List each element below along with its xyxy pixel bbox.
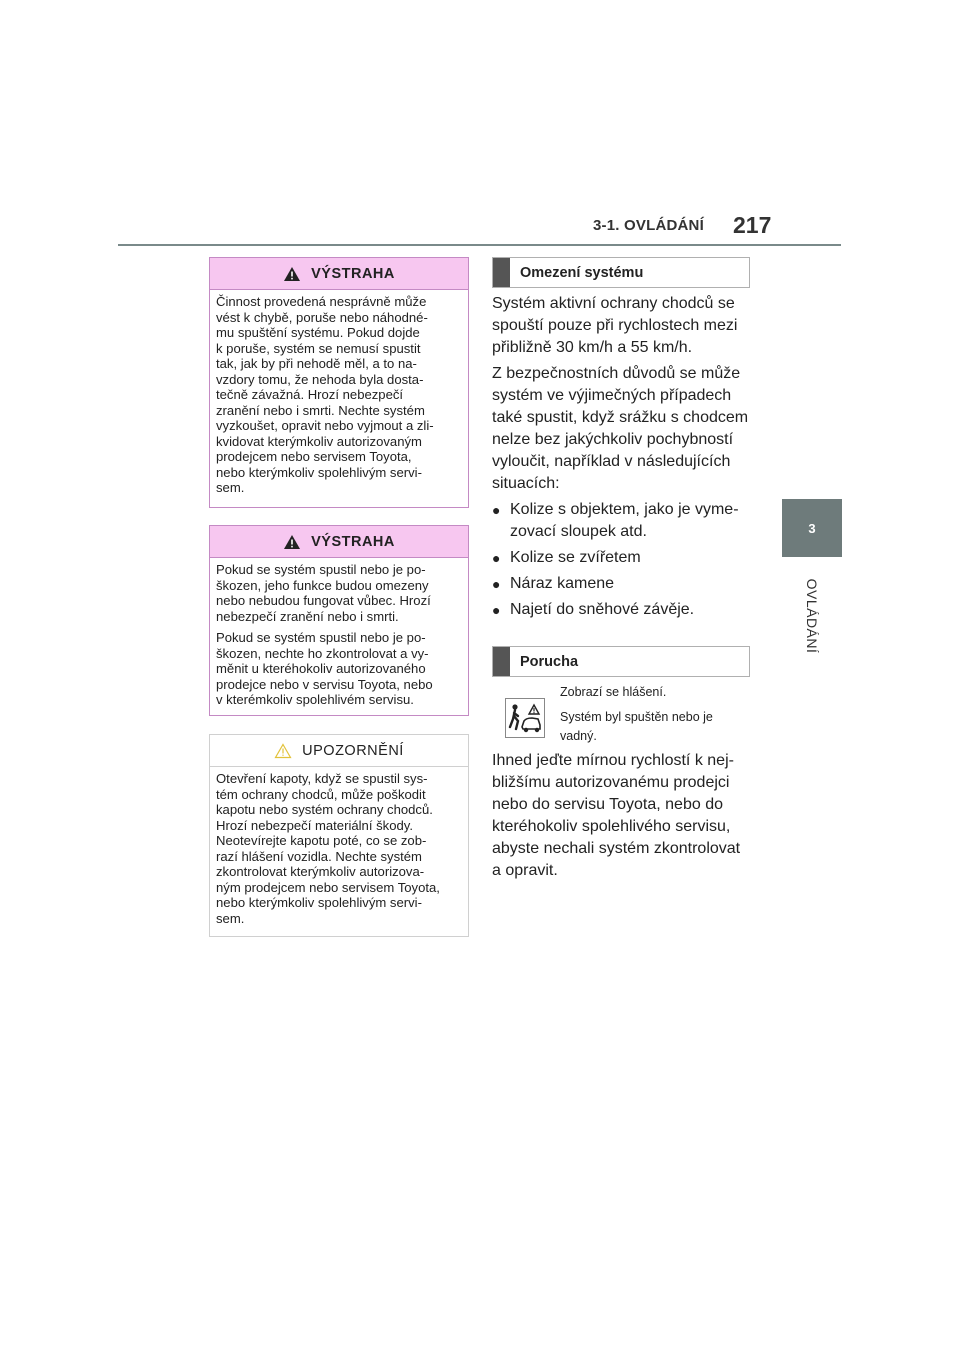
pedestrian-protection-warning-icon [505,698,545,738]
section-title: 3-1. OVLÁDÁNÍ [593,217,704,234]
warning-box-2 [209,525,469,716]
text-line: tém ochrany chodců, může poškodit [216,786,426,802]
bullet-dot-icon: ● [492,602,501,618]
text-line: vzdory tomu, že nehoda byla dosta- [216,371,424,387]
text-line: vést k chybě, poruše nebo náhodné- [216,309,428,325]
warning-text [210,290,468,502]
warning-title: VÝSTRAHA [311,533,395,550]
warning-header [210,258,468,290]
bullet-item [492,499,739,543]
text-line: také spustit, když srážku s chodcem [492,409,749,426]
text-line: vyloučit, například v následujících [492,453,731,470]
text-line: zovací sloupek atd. [510,523,647,540]
text-line: spouští pouze při rychlostech mezi [492,317,738,334]
bullet-item [492,599,739,621]
text-line: k poruše, systém se nemusí spustit [216,340,421,356]
caution-triangle-icon [274,743,292,759]
text-line: Najetí do sněhové závěje. [510,601,695,618]
text-line: Činnost provedená nesprávně může [216,294,427,309]
text-line: sem. [216,910,245,926]
caution-box [209,734,469,937]
text-line: nebo kterýmkoliv spolehlivým servi- [216,464,422,480]
bullet-item [492,573,739,595]
warning-header [210,526,468,558]
text-line: sem. [216,480,245,495]
text-line: mu spuštění systému. Pokud dojde [216,325,420,340]
caution-title: UPOZORNĚNÍ [302,742,404,759]
bullet-item [492,547,739,569]
text-line: nebo do servisu Toyota, nebo do [492,796,723,813]
text-line: přibližně 30 km/h a 55 km/h. [492,339,693,356]
text-line: Pokud se systém spustil nebo je po- [216,562,426,577]
bullet-text [510,499,739,543]
text-line: Ihned jeďte mírnou rychlostí k nej- [492,752,734,769]
text-line: Neotevírejte kapotu poté, co se zob- [216,833,427,848]
limits-paragraph-1 [492,293,737,359]
bullet-dot-icon: ● [492,502,501,518]
text-line: zranění nebo i smrti. Nechte systém [216,402,425,418]
text-line: Kolize se zvířetem [510,549,641,566]
text-line: systém ve výjimečných případech [492,387,732,404]
text-line: abyste nechali systém zkontrolovat [492,840,741,857]
warning-title: VÝSTRAHA [311,265,395,282]
text-line: škozen, jeho funkce budou omezeny [216,577,429,593]
text-line: Náraz kamene [510,575,615,592]
bullet-dot-icon: ● [492,550,501,566]
text-line: vyzkoušet, opravit nebo vyjmout a zli- [216,418,434,433]
warning-triangle-icon [283,266,301,282]
warning-text [210,558,468,714]
text-line: kvidovat kterýmkoliv autorizovaným [216,433,422,449]
text-line: Z bezpečnostních důvodů se může [492,365,741,382]
text-line: zkontrolovat kterýmkoliv autorizova- [216,864,425,879]
bullet-text [510,573,614,595]
bullet-text [510,599,694,621]
text-line: nelze bez jakýchkoliv pochybností [492,431,734,448]
text-line: kapotu nebo systém ochrany chodců. [216,802,433,817]
text-line: Otevření kapoty, když se spustil sys- [216,771,428,786]
section-heading-fault: Porucha [492,646,750,677]
limits-bullet-list [492,499,739,625]
warning-box-1 [209,257,469,508]
fault-paragraph [492,750,740,882]
text-line: nebo kterýmkoliv spolehlivým servi- [216,895,422,910]
text-line: měnit u kteréhokoliv autorizovaného [216,661,426,676]
text-line: razí hlášení vozidla. Nechte systém [216,848,422,864]
chapter-label: OVLÁDÁNÍ [804,578,820,654]
text-line: nebo nebudou fungovat vůbec. Hrozí [216,593,431,608]
text-line: vadný. [560,729,597,743]
text-line: bližšímu autorizovanému prodejci [492,774,730,791]
bullet-text [510,547,641,569]
text-line: prodejcem nebo servisem Toyota, [216,449,412,464]
text-line: Systém byl spuštěn nebo je [560,710,713,724]
bullet-dot-icon: ● [492,576,501,592]
header-divider [118,244,841,246]
text-line: Systém aktivní ochrany chodců se [492,295,735,312]
fault-message-2 [560,708,713,746]
text-line: kteréhokoliv spolehlivého servisu, [492,818,731,835]
warning-triangle-icon [283,534,301,550]
chapter-tab: 3 [782,499,842,557]
text-line: škozen, nechte ho zkontrolovat a vy- [216,645,429,661]
text-line: tak, jak by při nehodě měl, a to na- [216,356,417,371]
caution-header [210,735,468,767]
text-line: Pokud se systém spustil nebo je po- [216,630,426,645]
text-line: tečně závažná. Hrozí nebezpečí [216,387,404,402]
text-line: v kterémkoliv spolehlivém servisu. [216,692,414,707]
heading-bar [493,647,510,676]
caution-text [210,767,468,932]
text-line: nebezpečí zranění nebo i smrti. [216,608,399,624]
text-line: situacích: [492,475,560,492]
limits-paragraph-2 [492,363,748,495]
text-line: a opravit. [492,862,558,879]
text-line: Hrozí nebezpečí materiální škody. [216,817,413,833]
page-number: 217 [733,212,772,238]
heading-bar [493,258,510,287]
text-line: ným prodejcem nebo servisem Toyota, [216,879,440,895]
text-line: prodejce nebo v servisu Toyota, nebo [216,676,433,692]
text-line: Kolize s objektem, jako je vyme- [510,501,739,518]
fault-message-1: Zobrazí se hlášení. [560,685,667,699]
section-heading-limits: Omezení systému [492,257,750,288]
